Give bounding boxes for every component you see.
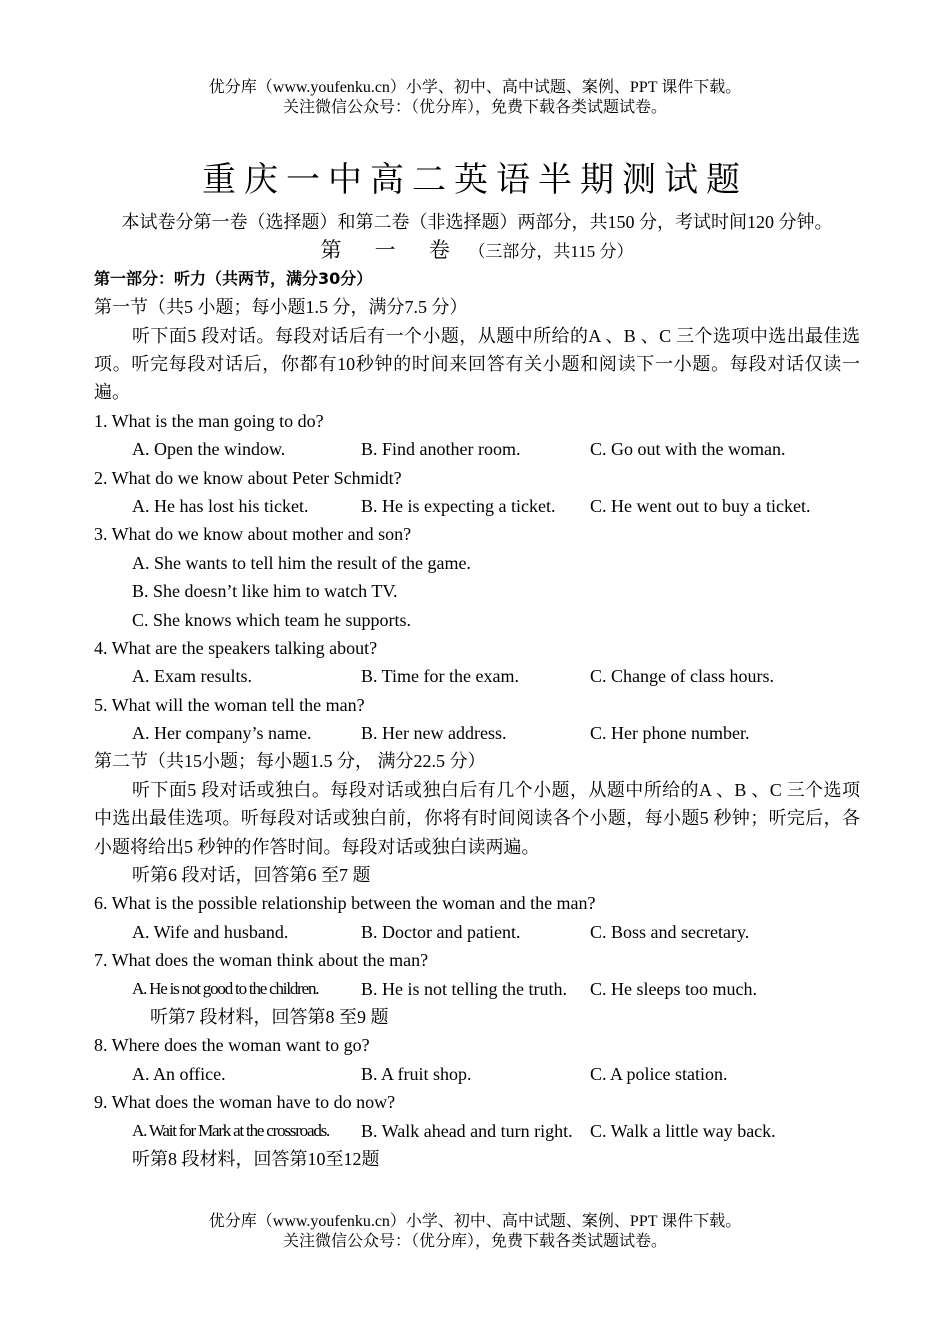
page-footer <box>0 1212 950 1252</box>
q9-options <box>94 1117 860 1145</box>
volume-heading <box>94 236 860 264</box>
q4-option-c: C. Change of class hours. <box>590 666 774 687</box>
q1-option-a: A. Open the window. <box>132 439 286 460</box>
section2-heading: 第二节（共15小题；每小题1.5 分， 满分22.5 分） <box>94 751 486 772</box>
q6-option-b: B. Doctor and patient. <box>361 921 521 942</box>
q6-option-a: A. Wife and husband. <box>132 921 289 942</box>
q4-option-b: B. Time for the exam. <box>361 666 519 687</box>
q4-options <box>94 662 860 690</box>
q2-stem: 2. What do we know about Peter Schmidt? <box>94 467 402 488</box>
page-header <box>0 78 950 118</box>
dialog7-note: 听第7 段材料，回答第8 至9 题 <box>150 1007 389 1028</box>
footer-line-1: 优分库（www.youfenku.cn）小学、初中、高中试题、案例、PPT 课件下载。 <box>208 1213 742 1230</box>
q5-option-b: B. Her new address. <box>361 723 507 744</box>
q3-option-c: C. She knows which team he supports. <box>132 609 411 630</box>
q3-option-b: B. She doesn’t like him to watch TV. <box>132 581 398 602</box>
q4-option-a: A. Exam results. <box>132 666 252 687</box>
q2-option-c: C. He went out to buy a ticket. <box>590 495 811 516</box>
q9-option-c: C. Walk a little way back. <box>590 1120 776 1141</box>
q8-stem: 8. Where does the woman want to go? <box>94 1035 370 1056</box>
q5-options <box>94 719 860 747</box>
volume-note: （三部分，共115 分） <box>468 242 634 262</box>
section2-instructions: 听下面5 段对话或独白。每段对话或独白后有几个小题，从题中所给的A 、B 、C 三个选项中选出最佳选项。听每段对话或独白前，你将有时间阅读各个小题，每小题5 秒钟；听完后，各小题将给出5 秒钟的作答时间。每段对话或独白读两遍。 <box>94 779 860 857</box>
dialog6-note: 听第6 段对话，回答第6 至7 题 <box>132 865 371 886</box>
header-line-2: 关注微信公众号：（优分库），免费下载各类试题试卷。 <box>282 99 667 116</box>
q4-stem: 4. What are the speakers talking about? <box>94 637 378 658</box>
q3-option-a: A. She wants to tell him the result of the game. <box>132 552 471 573</box>
q7-option-c: C. He sleeps too much. <box>590 978 757 999</box>
q1-options <box>94 435 860 463</box>
footer-line-2: 关注微信公众号：（优分库），免费下载各类试题试卷。 <box>282 1233 667 1250</box>
q9-option-a: A. Wait for Mark at the crossroads. <box>132 1120 330 1140</box>
q7-option-a: A. He is not good to the children. <box>132 978 319 998</box>
header-line-1: 优分库（www.youfenku.cn）小学、初中、高中试题、案例、PPT 课件下载。 <box>208 79 742 96</box>
section1-instructions: 听下面5 段对话。每段对话后有一个小题，从题中所给的A 、B 、C 三个选项中选出最佳选项。听完每段对话后，你都有10秒钟的时间来回答有关小题和阅读下一小题。每段对话仅读一遍。 <box>94 325 860 403</box>
q7-options <box>94 975 860 1003</box>
q5-option-a: A. Her company’s name. <box>132 723 312 744</box>
dialog8-note: 听第8 段材料，回答第10至12题 <box>132 1148 380 1169</box>
q8-options <box>94 1060 860 1088</box>
q6-options <box>94 918 860 946</box>
q6-option-c: C. Boss and secretary. <box>590 921 750 942</box>
volume-name: 第 一 卷 <box>320 238 464 263</box>
q2-option-b: B. He is expecting a ticket. <box>361 495 556 516</box>
exam-intro: 本试卷分第一卷（选择题）和第二卷（非选择题）两部分，共150 分，考试时间120 分钟。 <box>121 212 833 232</box>
page-title: 重庆一中高二英语半期测试题 <box>202 162 748 199</box>
q7-option-b: B. He is not telling the truth. <box>361 978 567 999</box>
q7-stem: 7. What does the woman think about the man? <box>94 950 429 971</box>
q8-option-b: B. A fruit shop. <box>361 1063 472 1084</box>
q8-option-c: C. A police station. <box>590 1063 728 1084</box>
q1-option-c: C. Go out with the woman. <box>590 439 786 460</box>
q3-stem: 3. What do we know about mother and son? <box>94 524 412 545</box>
q6-stem: 6. What is the possible relationship between the woman and the man? <box>94 893 596 914</box>
q2-options <box>94 492 860 520</box>
section1-heading: 第一节（共5 小题；每小题1.5 分，满分7.5 分） <box>94 297 468 318</box>
q5-stem: 5. What will the woman tell the man? <box>94 694 365 715</box>
exam-body <box>94 208 860 1173</box>
q1-stem: 1. What is the man going to do? <box>94 410 324 431</box>
q9-stem: 9. What does the woman have to do now? <box>94 1092 396 1113</box>
part-heading: 第一部分：听力（共两节，满分30分） <box>94 268 373 288</box>
q2-option-a: A. He has lost his ticket. <box>132 495 309 516</box>
q8-option-a: A. An office. <box>132 1063 226 1084</box>
q5-option-c: C. Her phone number. <box>590 723 750 744</box>
q9-option-b: B. Walk ahead and turn right. <box>361 1120 573 1141</box>
q1-option-b: B. Find another room. <box>361 439 521 460</box>
